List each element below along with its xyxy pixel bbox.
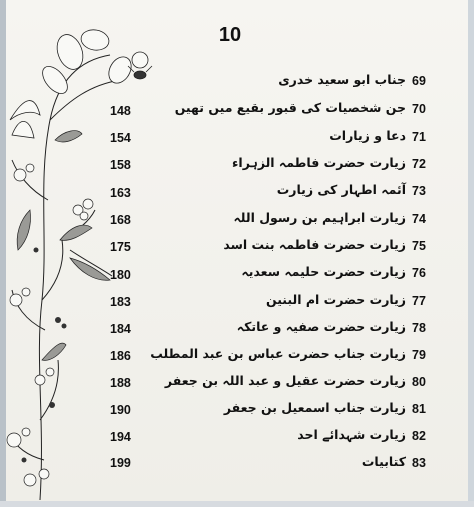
- toc-row[interactable]: [0, 70, 474, 94]
- toc-number: 77: [412, 294, 426, 308]
- toc-number: 74: [412, 212, 426, 226]
- toc-page: 184: [110, 322, 131, 336]
- toc-page: 175: [110, 240, 131, 254]
- toc-number: 78: [412, 321, 426, 335]
- page-number: 10: [218, 24, 242, 46]
- toc-number: 83: [412, 456, 426, 470]
- toc-number: 73: [412, 184, 426, 198]
- toc-title: زیارت حضرت فاطمہ الزہراء: [232, 155, 406, 170]
- toc-page: 154: [110, 131, 131, 145]
- toc-title: جناب ابو سعید خدری: [278, 72, 406, 87]
- toc-number: 76: [412, 266, 426, 280]
- toc-title: زیارت حضرت عقیل و عبد اللہ بن جعفر: [164, 373, 406, 388]
- toc-page: 199: [110, 456, 131, 470]
- toc-number: 72: [412, 157, 426, 171]
- toc-page: 180: [110, 268, 131, 282]
- toc-page: 194: [110, 430, 131, 444]
- toc-title: زیارت حضرت صفیہ و عاتکہ: [236, 319, 406, 334]
- toc-page: 148: [110, 104, 131, 118]
- toc-title: دعا و زیارات: [329, 128, 406, 143]
- toc-number: 69: [412, 74, 426, 88]
- toc-page: 188: [110, 376, 131, 390]
- toc-number: 82: [412, 429, 426, 443]
- toc-title: زیارت جناب اسمعیل بن جعفر: [223, 400, 406, 415]
- toc-page: 163: [110, 186, 131, 200]
- toc-number: 71: [412, 130, 426, 144]
- toc-title: کتابیات: [361, 454, 406, 469]
- toc-title: زیارت جناب حضرت عباس بن عبد المطلب: [150, 346, 406, 361]
- toc-number: 79: [412, 348, 426, 362]
- toc-page: 168: [110, 213, 131, 227]
- toc-row[interactable]: [0, 98, 474, 122]
- toc-page: 183: [110, 295, 131, 309]
- toc-number: 81: [412, 402, 426, 416]
- toc-title: زیارت حضرت فاطمہ بنت اسد: [223, 237, 406, 252]
- toc-title: زیارت حضرت ام البنین: [265, 292, 406, 307]
- toc-number: 70: [412, 102, 426, 116]
- toc-title: آئمہ اطہار کی زیارت: [276, 182, 406, 197]
- toc-page: 190: [110, 403, 131, 417]
- toc-title: جن شخصیات کی قبور بقیع میں تھیں: [174, 100, 406, 115]
- toc-title: زیارت شہدائے احد: [297, 427, 406, 442]
- toc-number: 75: [412, 239, 426, 253]
- toc-page: 186: [110, 349, 131, 363]
- scan-edge-bottom: [0, 501, 474, 507]
- toc-title: زیارت ابراہیم بن رسول اللہ: [233, 210, 406, 225]
- toc-page: 158: [110, 158, 131, 172]
- toc-title: زیارت حضرت حلیمہ سعدیہ: [241, 264, 406, 279]
- toc-number: 80: [412, 375, 426, 389]
